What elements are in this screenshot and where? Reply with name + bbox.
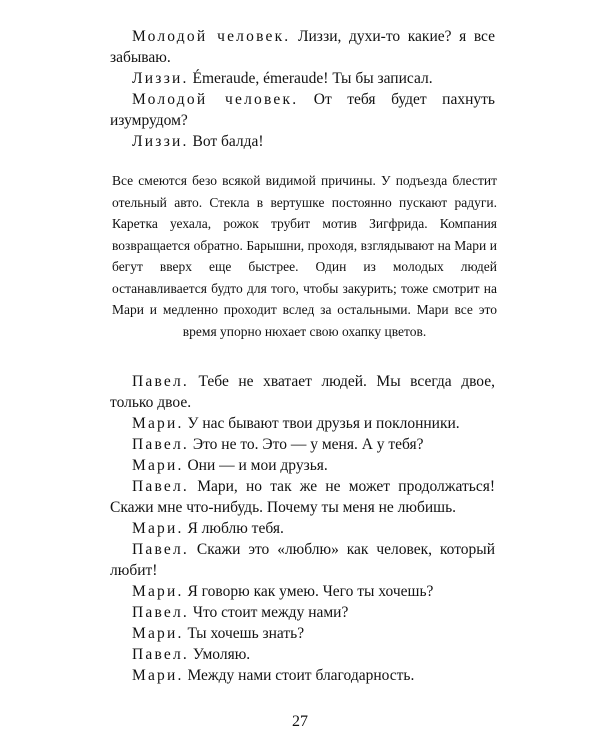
line-text: От тебя будет пахнуть изумрудом?: [110, 91, 495, 129]
speaker-name: Мари.: [132, 583, 184, 600]
line-text: У нас бывают твои друзья и поклонники.: [183, 415, 460, 432]
dialogue-line: [110, 581, 495, 602]
speaker-name: Павел.: [132, 373, 189, 390]
line-text: Между нами стоит благодарность.: [183, 667, 415, 684]
dialogue-line: [110, 89, 495, 131]
stage-direction: [112, 170, 497, 342]
line-text: Что стоит между нами?: [189, 604, 349, 621]
speaker-name: Молодой человек.: [132, 91, 299, 108]
line-text: Скажи это «люблю» как человек, который любит!: [110, 541, 495, 579]
dialogue-top: [110, 26, 495, 152]
line-text: Émeraude, émeraude! Ты бы записал.: [188, 70, 433, 87]
speaker-name: Мари.: [132, 415, 184, 432]
line-text: Это не то. Это — у меня. А у тебя?: [189, 436, 424, 453]
speaker-name: Павел.: [132, 541, 189, 558]
line-text: Ты хочешь знать?: [183, 625, 305, 642]
dialogue-line: [110, 623, 495, 644]
line-text: Они — и мои друзья.: [183, 457, 328, 474]
line-text: Вот балда!: [188, 133, 264, 150]
dialogue-line: [110, 434, 495, 455]
line-text: Лиззи, духи-то какие? я все забываю.: [110, 28, 495, 66]
speaker-name: Мари.: [132, 667, 184, 684]
speaker-name: Павел.: [132, 436, 189, 453]
speaker-name: Лиззи.: [132, 133, 189, 150]
speaker-name: Павел.: [132, 478, 189, 495]
speaker-name: Лиззи.: [132, 70, 189, 87]
dialogue-line: [110, 131, 495, 152]
dialogue-line: [110, 518, 495, 539]
dialogue-bottom: [110, 371, 495, 686]
speaker-name: Павел.: [132, 604, 189, 621]
dialogue-line: [110, 371, 495, 413]
dialogue-line: [110, 665, 495, 686]
speaker-name: Мари.: [132, 520, 184, 537]
line-text: Тебе не хватает людей. Мы всегда двое, только двое.: [110, 373, 495, 411]
line-text: Я люблю тебя.: [183, 520, 284, 537]
speaker-name: Мари.: [132, 457, 184, 474]
dialogue-line: [110, 455, 495, 476]
line-text: Умоляю.: [189, 646, 251, 663]
speaker-name: Мари.: [132, 625, 184, 642]
dialogue-line: [110, 26, 495, 68]
dialogue-line: [110, 644, 495, 665]
dialogue-line: [110, 602, 495, 623]
dialogue-line: [110, 539, 495, 581]
page-number: 27: [292, 713, 308, 730]
speaker-name: Павел.: [132, 646, 189, 663]
speaker-name: Молодой человек.: [132, 28, 291, 45]
line-text: Мари, но так же не может продолжаться! Скажи мне что-нибудь. Почему ты меня не любишь.: [110, 478, 495, 516]
dialogue-line: [110, 413, 495, 434]
dialogue-line: [110, 68, 495, 89]
line-text: Я говорю как умею. Чего ты хочешь?: [183, 583, 434, 600]
dialogue-line: [110, 476, 495, 518]
stage-direction-text: Все смеются безо всякой видимой причины. У подъезда блестит отельный авто. Стекла в вертушке постоянно пускают радуги. Каретка уехала, рожок трубит мотив Зигфрида. Компания возвращается обратно. Барышни, проходя, взглядывают на Мари и бегут вверх еще быстрее. Один из молодых людей останавливается будто для того, чтобы закурить; тоже смотрит на Мари и медленно проходит вслед за остальными. Мари все это время упорно нюхает свою охапку цветов.: [112, 173, 497, 339]
